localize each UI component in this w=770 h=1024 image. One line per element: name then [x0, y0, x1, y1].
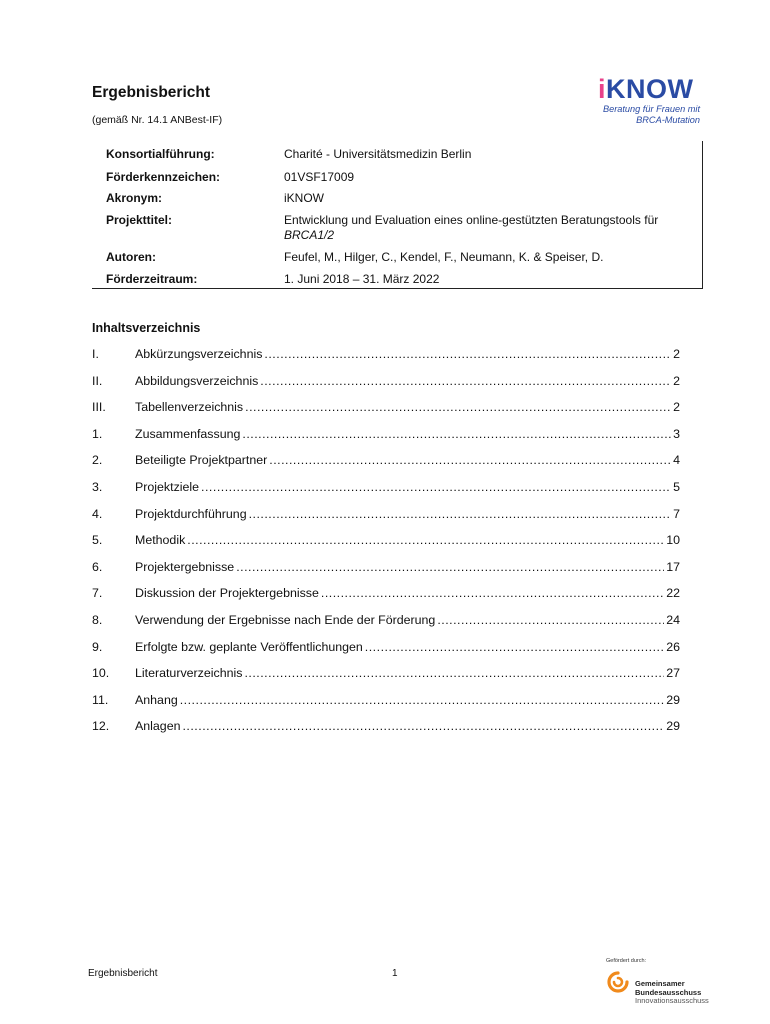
toc-item[interactable]: [92, 692, 680, 708]
toc-item-label: Methodik: [135, 533, 186, 548]
toc-item[interactable]: [92, 506, 680, 522]
meta-label: Förderkennzeichen:: [106, 170, 221, 184]
project-info-box: [92, 141, 703, 289]
toc-item-label: Anlagen: [135, 719, 181, 734]
logo-word-rest: KNOW: [606, 74, 694, 104]
toc-item-page: 17: [666, 559, 680, 574]
toc-item-leader: [187, 532, 664, 548]
toc-item-page: 4: [673, 453, 680, 468]
meta-label: Projekttitel:: [106, 213, 173, 227]
funder-name-3: Innovationsausschuss: [635, 996, 709, 1005]
toc-item-page: 7: [673, 506, 680, 521]
funder-logo: [606, 958, 716, 1008]
toc-item-page: 10: [666, 533, 680, 548]
toc-heading: Inhaltsverzeichnis: [92, 321, 201, 335]
meta-label: Autoren:: [106, 250, 156, 264]
toc-item-number: 11.: [92, 692, 109, 707]
toc-item-page: 22: [666, 586, 680, 601]
toc-item-page: 29: [666, 692, 680, 707]
toc-item-leader: [264, 346, 671, 362]
toc-item[interactable]: [92, 559, 680, 575]
toc-item-page: 26: [666, 639, 680, 654]
toc-item-number: 1.: [92, 426, 103, 441]
funder-name-2: Bundesausschuss: [635, 987, 702, 997]
logo-tagline-2: BRCA-Mutation: [636, 115, 700, 125]
toc-item-number: II.: [92, 373, 103, 388]
toc-item-leader: [269, 452, 671, 468]
toc-item-label: Verwendung der Ergebnisse nach Ende der Förderung: [135, 613, 436, 627]
toc-item-number: III.: [92, 400, 106, 415]
toc-item-page: 24: [666, 613, 680, 627]
toc-item-page: 2: [673, 400, 680, 415]
toc-item[interactable]: [92, 532, 680, 548]
meta-value: Charité - Universitätsmedizin Berlin: [284, 147, 472, 161]
meta-label: Förderzeitraum:: [106, 272, 198, 286]
logo-tagline-1: Beratung für Frauen mit: [602, 104, 700, 114]
page-subtitle: (gemäß Nr. 14.1 ANBest-IF): [92, 114, 223, 126]
toc-item-number: 7.: [92, 586, 103, 601]
toc-item-entry: [135, 559, 680, 575]
toc-item-entry: [135, 718, 680, 734]
toc-item-number: 2.: [92, 453, 103, 468]
toc-item[interactable]: [92, 399, 680, 415]
toc-item-label: Tabellenverzeichnis: [135, 400, 244, 415]
toc-item-entry: [135, 532, 680, 548]
toc-item[interactable]: [92, 346, 680, 362]
toc-item-entry: [135, 399, 680, 415]
toc-item-leader: [201, 479, 671, 495]
toc-item-label: Projektziele: [135, 480, 200, 494]
toc-item-label: Abkürzungsverzeichnis: [135, 347, 263, 361]
toc-item-entry: [135, 692, 680, 708]
gba-swirl-icon: [606, 970, 630, 994]
toc-item[interactable]: [92, 639, 680, 655]
toc-item-leader: [437, 612, 664, 628]
toc-item-entry: [135, 639, 680, 655]
toc-item-label: Projektergebnisse: [135, 559, 235, 574]
funder-name: [635, 980, 709, 1006]
toc-item-leader: [242, 426, 671, 442]
toc-item-page: 3: [673, 426, 680, 441]
toc-item-label: Projektdurchführung: [135, 506, 247, 521]
toc-item-entry: [135, 506, 680, 522]
toc-item-page: 27: [666, 666, 680, 681]
meta-label: Konsortialführung:: [106, 147, 215, 161]
toc-item-label: Diskussion der Projektergebnisse: [135, 586, 319, 601]
meta-value-line-2: BRCA1/2: [284, 228, 335, 242]
toc-item-label: Anhang: [135, 692, 178, 707]
funder-caption: Gefördert durch:: [606, 958, 647, 964]
toc-item-leader: [260, 373, 671, 389]
toc-item-leader: [365, 639, 664, 655]
toc-item-number: 9.: [92, 639, 103, 654]
logo-word: [598, 74, 708, 104]
toc-item-leader: [321, 585, 664, 601]
toc-item-number: I.: [92, 347, 99, 361]
toc-item-number: 10.: [92, 666, 110, 681]
toc-item[interactable]: [92, 585, 680, 601]
toc-item[interactable]: [92, 665, 680, 681]
toc-item-number: 5.: [92, 533, 103, 548]
toc-item-number: 4.: [92, 506, 103, 521]
meta-value-line-1: Entwicklung und Evaluation eines online-gestützten Beratungstools für: [284, 213, 659, 227]
toc-item[interactable]: [92, 718, 680, 734]
toc-item-entry: [135, 426, 680, 442]
toc-item[interactable]: [92, 426, 680, 442]
toc-item-leader: [180, 692, 664, 708]
toc-item-leader: [236, 559, 664, 575]
meta-value: 01VSF17009: [284, 170, 355, 184]
toc-item-label: Erfolgte bzw. geplante Veröffentlichungen: [135, 639, 363, 654]
footer-page-number: 1: [392, 968, 398, 979]
meta-value: iKNOW: [284, 191, 324, 205]
meta-label: Akronym:: [106, 191, 163, 205]
toc-item[interactable]: [92, 452, 680, 468]
toc-item-number: 12.: [92, 719, 110, 734]
toc-item[interactable]: [92, 373, 680, 389]
iknow-logo: [598, 74, 708, 134]
toc-item-label: Abbildungsverzeichnis: [135, 373, 259, 388]
logo-i-letter: i: [598, 74, 607, 104]
toc-item-page: 2: [673, 373, 680, 388]
page-title: Ergebnisbericht: [92, 84, 210, 101]
toc-item-entry: [135, 346, 680, 362]
toc-item-leader: [249, 506, 672, 522]
toc-item-label: Zusammenfassung: [135, 426, 241, 441]
meta-value: 1. Juni 2018 – 31. März 2022: [284, 272, 440, 286]
toc-item-number: 8.: [92, 613, 103, 627]
meta-value: Feufel, M., Hilger, C., Kendel, F., Neumann, K. & Speiser, D.: [284, 250, 604, 264]
meta-value: [284, 213, 714, 243]
toc-item-entry: [135, 373, 680, 389]
funder-name-1: Gemeinsamer: [635, 979, 685, 988]
toc-item-entry: [135, 612, 680, 628]
toc-item-label: Beteiligte Projektpartner: [135, 453, 268, 468]
toc-item-entry: [135, 665, 680, 681]
toc-item-number: 6.: [92, 559, 103, 574]
toc-item-entry: [135, 452, 680, 468]
toc-item-leader: [182, 718, 664, 734]
toc-item-page: 29: [666, 719, 680, 734]
toc-item-leader: [245, 399, 671, 415]
toc-item-number: 3.: [92, 480, 103, 494]
toc-item-page: 5: [673, 480, 680, 494]
toc-item-page: 2: [673, 347, 680, 361]
footer-document-name: Ergebnisbericht: [88, 968, 158, 979]
toc-item-entry: [135, 479, 680, 495]
toc-item-entry: [135, 585, 680, 601]
toc-item[interactable]: [92, 479, 680, 495]
toc-item-leader: [244, 665, 664, 681]
toc-item-label: Literaturverzeichnis: [135, 666, 243, 681]
toc-item[interactable]: [92, 612, 680, 628]
